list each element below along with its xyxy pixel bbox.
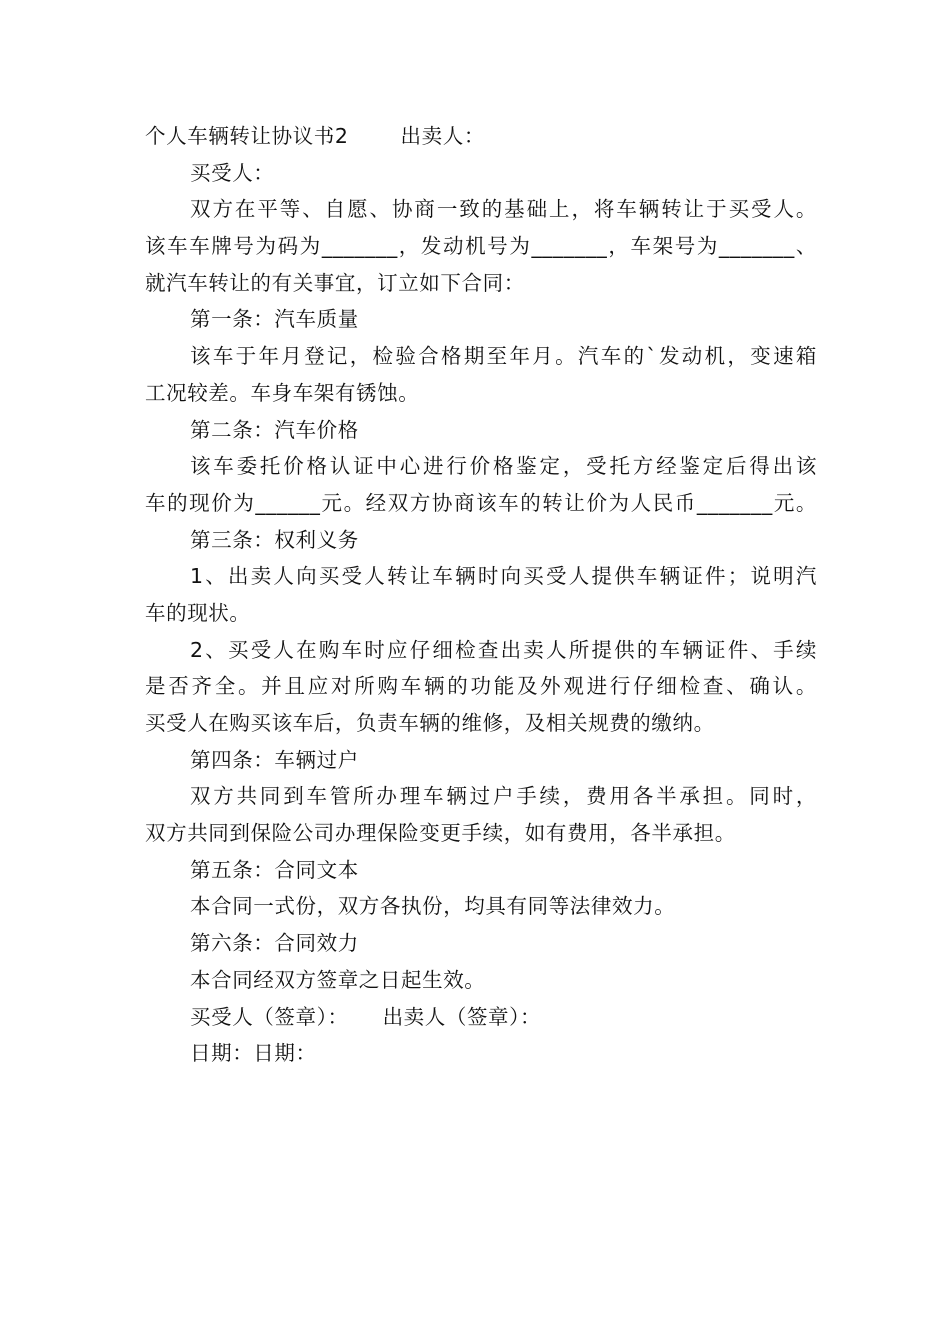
article2-line-1: 该车委托价格认证中心进行价格鉴定，受托方经鉴定后得出该 [190, 454, 817, 479]
article3-item2-line-3: 买受人在购买该车后，负责车辆的维修，及相关规费的缴纳。 [145, 711, 715, 735]
seller-signature-label: 出卖人（签章）： [382, 1004, 542, 1029]
article1-heading: 第一条：汽车质量 [190, 307, 359, 332]
buyer-signature-label: 买受人（签章）： [190, 1004, 349, 1029]
article3-item2-line-2: 是否齐全。并且应对所购车辆的功能及外观进行仔细检查、确认。 [145, 674, 817, 699]
article3-item1-line-1: 1、出卖人向买受人转让车辆时向买受人提供车辆证件；说明汽 [190, 564, 817, 589]
article2-line-2: 车的现价为______元。经双方协商该车的转让价为人民币_______元。 [145, 490, 817, 515]
article1-line-1: 该车于年月登记，检验合格期至年月。汽车的`发动机，变速箱 [190, 344, 817, 369]
intro-line-3: 就汽车转让的有关事宜，订立如下合同： [145, 270, 525, 295]
article4-line-2: 双方共同到保险公司办理保险变更手续，如有费用，各半承担。 [145, 821, 736, 846]
article4-heading: 第四条：车辆过户 [190, 747, 359, 772]
intro-line-2: 该车车牌号为码为_______，发动机号为_______，车架号为_______、 [145, 234, 817, 259]
article1-line-2: 工况较差。车身车架有锈蚀。 [145, 380, 420, 405]
article5-heading: 第五条：合同文本 [190, 857, 359, 882]
article6-heading: 第六条：合同效力 [190, 931, 359, 956]
seller-label: 出卖人： [400, 124, 485, 148]
article3-heading: 第三条：权利义务 [190, 527, 359, 552]
signature-line [145, 999, 817, 1036]
article2-heading: 第二条：汽车价格 [190, 417, 359, 442]
document-page [145, 118, 817, 1072]
title-line [145, 118, 817, 155]
document-title: 个人车辆转让协议书2 [145, 124, 349, 148]
article3-item2-line-1: 2、买受人在购车时应仔细检查出卖人所提供的车辆证件、手续 [190, 637, 817, 662]
date-line: 日期：日期： [190, 1041, 317, 1066]
article3-item1-line-2: 车的现状。 [145, 600, 251, 625]
buyer-label: 买受人： [190, 160, 275, 185]
intro-line-1: 双方在平等、自愿、协商一致的基础上，将车辆转让于买受人。 [190, 197, 817, 222]
article4-line-1: 双方共同到车管所办理车辆过户手续，费用各半承担。同时， [190, 784, 817, 809]
article6-line-1: 本合同经双方签章之日起生效。 [190, 967, 486, 992]
article5-line-1: 本合同一式份，双方各执份，均具有同等法律效力。 [190, 894, 676, 919]
